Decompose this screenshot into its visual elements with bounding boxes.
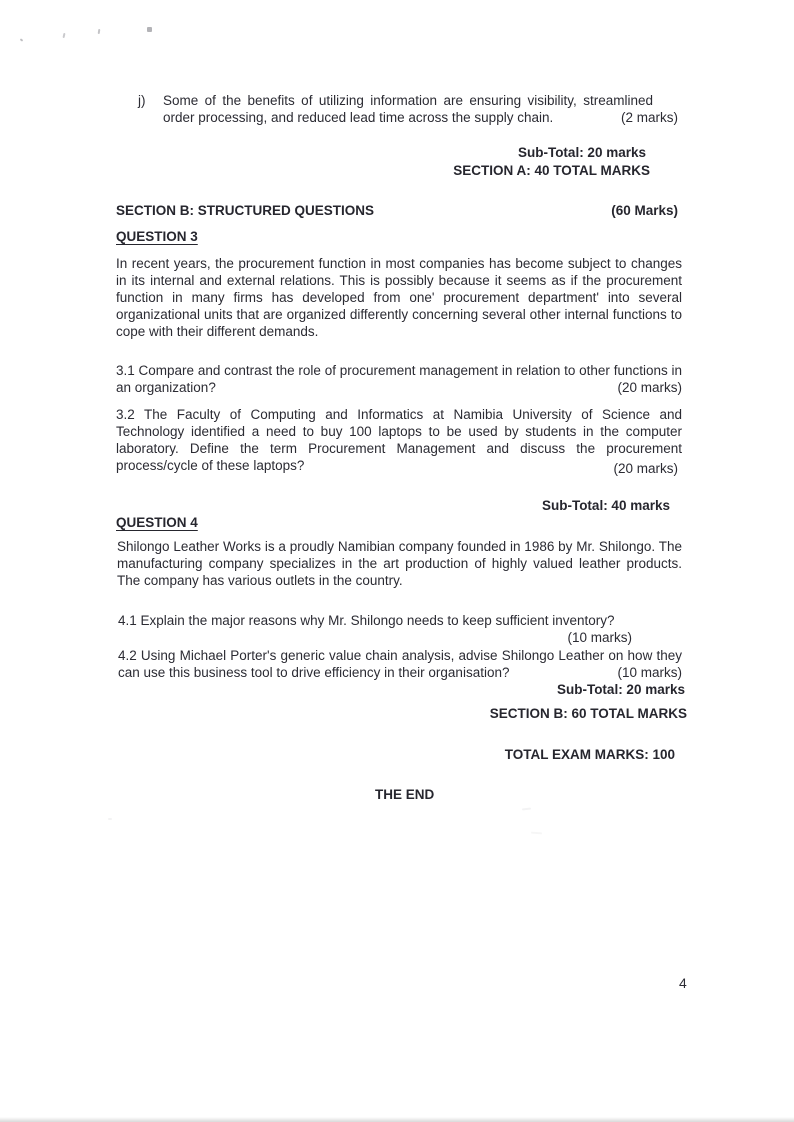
section-b-total-marks: SECTION B: 60 TOTAL MARKS [489,706,687,721]
question-item-j [138,92,678,126]
question-4-subtotal: Sub-Total: 20 marks [556,682,685,697]
question-4-2-marks: (10 marks) [617,665,682,680]
question-4-2 [118,647,682,681]
question-3-subtotal: Sub-Total: 40 marks [541,498,670,513]
the-end-label: THE END [375,787,435,802]
question-4-1-text: 4.1 Explain the major reasons why Mr. Shilongo needs to keep sufficient inventory? [118,613,615,628]
question-4-heading: QUESTION 4 [116,515,198,530]
scan-speck [98,29,101,34]
scan-bottom-edge [0,1117,794,1122]
item-j-marks: (2 marks) [621,110,678,125]
section-b-marks: (60 Marks) [611,203,678,218]
item-j-label: j) [138,93,146,108]
page-number: 4 [679,975,687,991]
question-3-2-text: 3.2 The Faculty of Computing and Informatics at Namibia University of Science and Technology identified a need to buy 100 laptops to be used by students in the computer laboratory. Define the term Procurement Management and discuss the procurement process/cycle of these laptops? [116,407,682,473]
scan-speck [147,27,152,32]
scan-smudge [108,818,112,820]
scan-smudge [531,832,542,835]
section-b-header [116,202,678,219]
question-4-1-marks: (10 marks) [567,630,632,645]
section-a-subtotal: Sub-Total: 20 marks [517,145,646,160]
question-3-1 [116,362,682,396]
question-3-heading: QUESTION 3 [116,229,198,244]
scan-smudge [522,808,531,811]
total-exam-marks: TOTAL EXAM MARKS: 100 [504,747,675,762]
section-b-title: SECTION B: STRUCTURED QUESTIONS [116,203,375,218]
scan-speck [63,33,66,38]
question-3-2-marks: (20 marks) [613,461,678,476]
section-a-total-marks: SECTION A: 40 TOTAL MARKS [453,163,650,178]
scan-speck [20,38,24,41]
question-4-2-text: 4.2 Using Michael Porter's generic value chain analysis, advise Shilongo Leather on how they can use this business tool to drive efficiency in their organisation? [118,648,682,680]
question-3-1-marks: (20 marks) [617,380,682,395]
question-3-intro: In recent years, the procurement function in most companies has become subject to changes in its internal and external relations. This is possibly because it seems as if the procurement function in many firms has developed from one' procurement department' into several organizational units that are organized differently concerning several other internal functions to cope with their different demands. [116,256,682,339]
question-4-intro: Shilongo Leather Works is a proudly Namibian company founded in 1986 by Mr. Shilongo. The manufacturing company specializes in the art production of highly valued leather products. The company has various outlets in the country. [117,539,682,588]
item-j-text: Some of the benefits of utilizing information are ensuring visibility, streamlined order processing, and reduced lead time across the supply chain. [163,93,653,125]
question-3-1-text: 3.1 Compare and contrast the role of procurement management in relation to other functions in an organization? [116,363,682,395]
